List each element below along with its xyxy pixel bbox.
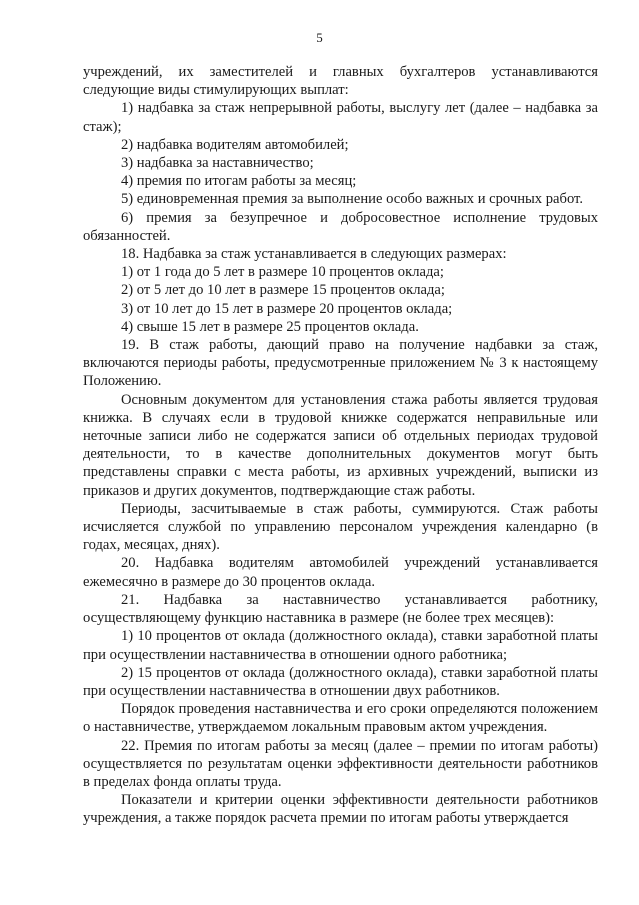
paragraph-main-document: Основным документом для установления стажа работы является трудовая книжка. В случаях если в трудовой книжке содержатся неправильные или неточные записи либо не содержатся записи об отдельных периодах трудовой деятельности, то в качестве дополнительных документов могут быть представлены справки с места работы, из архивных учреждений, выписки из приказов и других документов, подтверждающие стаж работы. <box>83 391 598 499</box>
list-item-3: 3) надбавка за наставничество; <box>121 155 314 172</box>
page-number: 5 <box>316 30 323 45</box>
clause-18-item-2: 2) от 5 лет до 10 лет в размере 15 процентов оклада; <box>121 282 445 299</box>
clause-22: 22. Премия по итогам работы за месяц (далее – премии по итогам работы) осуществляется по результатам оценки эффективности деятельности работников в пределах фонда оплаты труда. <box>83 737 598 790</box>
list-item-4: 4) премия по итогам работы за месяц; <box>121 173 357 190</box>
list-item-2: 2) надбавка водителям автомобилей; <box>121 136 349 153</box>
paragraph-periods: Периоды, засчитываемые в стаж работы, суммируются. Стаж работы исчисляется службой по управлению персоналом учреждения календарно (в годах, месяцах, днях). <box>83 500 598 554</box>
clause-18-item-4: 4) свыше 15 лет в размере 25 процентов оклада. <box>121 318 419 335</box>
clause-20: 20. Надбавка водителям автомобилей учреждений устанавливается ежемесячно в размере до 30 процентов оклада. <box>83 555 598 590</box>
list-item-5: 5) единовременная премия за выполнение особо важных и срочных работ. <box>121 191 583 208</box>
clause-18-item-3: 3) от 10 лет до 15 лет в размере 20 процентов оклада; <box>121 300 453 317</box>
paragraph-criteria: Показатели и критерии оценки эффективности деятельности работников учреждения, а также порядок расчета премии по итогам работы утверждается <box>83 792 598 827</box>
clause-21-item-2: 2) 15 процентов от оклада (должностного оклада), ставки заработной платы при осуществлении наставничества в отношении двух работников. <box>83 664 598 699</box>
clause-21-item-1: 1) 10 процентов от оклада (должностного оклада), ставки заработной платы при осуществлении наставничества в отношении одного работника; <box>83 628 598 663</box>
list-item-6: 6) премия за безупречное и добросовестное исполнение трудовых обязанностей. <box>83 209 598 244</box>
clause-18: 18. Надбавка за стаж устанавливается в следующих размерах: <box>121 246 507 263</box>
document-body <box>83 63 598 828</box>
paragraph-mentoring-procedure: Порядок проведения наставничества и его сроки определяются положением о наставничестве, утверждаемом локальным правовым актом учреждения. <box>83 701 598 736</box>
clause-21: 21. Надбавка за наставничество устанавливается работнику, осуществляющему функцию наставника в размере (не более трех месяцев): <box>83 591 598 627</box>
list-item-1: 1) надбавка за стаж непрерывной работы, выслугу лет (далее – надбавка за стаж); <box>83 100 598 135</box>
clause-19: 19. В стаж работы, дающий право на получение надбавки за стаж, включаются периоды работы, предусмотренные приложением № 3 к настоящему Положению. <box>83 337 598 390</box>
paragraph-intro: учреждений, их заместителей и главных бухгалтеров устанавливаются следующие виды стимулирующих выплат: <box>83 64 598 99</box>
clause-18-item-1: 1) от 1 года до 5 лет в размере 10 процентов оклада; <box>121 264 444 281</box>
